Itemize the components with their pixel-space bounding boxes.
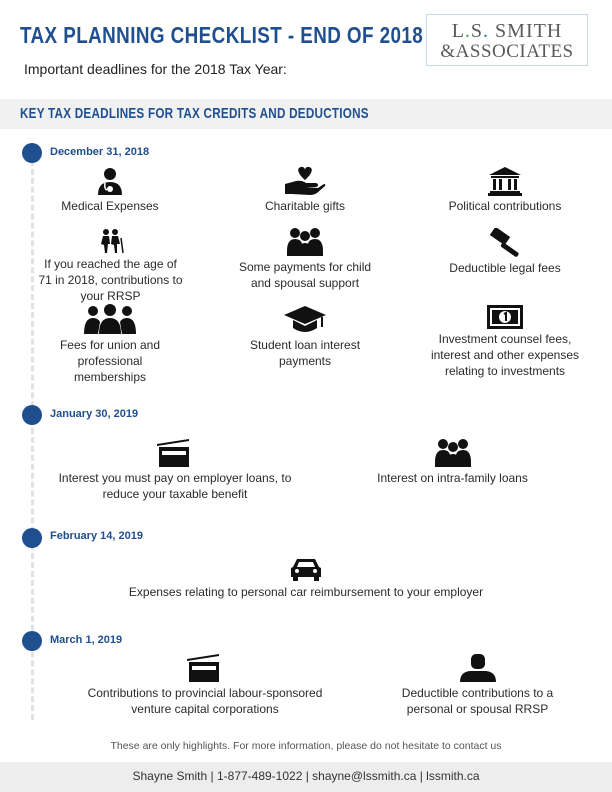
- item-text: Student loan interest payments: [249, 338, 361, 368]
- company-logo: [426, 14, 588, 66]
- item-text: Contributions to provincial labour-sponsored venture capital corporations: [87, 686, 323, 716]
- deadline-item: [430, 305, 580, 379]
- graduation-cap-icon: [283, 305, 327, 335]
- factory-icon: [185, 653, 225, 683]
- item-text: Deductible contributions to a personal or spousal RRSP: [401, 686, 554, 716]
- section-title: KEY TAX DEADLINES FOR TAX CREDITS AND DEDUCTIONS: [20, 105, 369, 122]
- deadline-item: [38, 228, 183, 304]
- deadline-item: [360, 438, 545, 486]
- deadline-date: December 31, 2018: [50, 146, 150, 158]
- contact-info: Shayne Smith | 1-877-489-1022 | shayne@lssmith.ca | lssmith.ca: [132, 769, 480, 783]
- deadline-date: January 30, 2019: [50, 408, 139, 420]
- doctor-icon: [95, 166, 125, 196]
- item-text: Expenses relating to personal car reimbursement to your employer: [128, 585, 484, 599]
- item-text: Medical Expenses: [61, 199, 159, 213]
- logo-line-2: &ASSOCIATES: [440, 41, 574, 62]
- deadline-item: [100, 556, 512, 600]
- deadline-item: [235, 305, 375, 369]
- timeline-dot: [22, 143, 42, 163]
- hand-heart-icon: [284, 166, 326, 196]
- timeline-dot: [22, 528, 42, 548]
- page-title: TAX PLANNING CHECKLIST - END OF 2018: [20, 22, 424, 48]
- item-text: Some payments for child and spousal support: [238, 260, 372, 290]
- family-icon: [286, 227, 324, 257]
- deadline-item: [70, 653, 340, 717]
- section-header: [0, 99, 612, 129]
- item-text: If you reached the age of 71 in 2018, contributions to your RRSP: [38, 257, 183, 303]
- elderly-couple-icon: [98, 228, 124, 254]
- deadline-item: [230, 227, 380, 291]
- deadline-item: [50, 438, 300, 502]
- footer-bar: [0, 762, 612, 792]
- deadline-item: [430, 166, 580, 214]
- deadline-item: [40, 303, 180, 385]
- logo-line-1: L.S. SMITH: [451, 20, 563, 42]
- banknote-icon: [487, 305, 523, 329]
- gavel-icon: [486, 228, 524, 258]
- item-text: Interest you must pay on employer loans, to reduce your taxable benefit: [58, 471, 292, 501]
- deadline-item: [430, 228, 580, 276]
- item-text: Deductible legal fees: [449, 261, 561, 275]
- government-building-icon: [488, 166, 522, 196]
- timeline-dot: [22, 405, 42, 425]
- item-text: Investment counsel fees, interest and other expenses relating to investments: [430, 332, 580, 378]
- page-subtitle: Important deadlines for the 2018 Tax Year:: [24, 61, 287, 77]
- item-text: Charitable gifts: [264, 199, 346, 213]
- deadline-item: [40, 166, 180, 214]
- factory-icon: [155, 438, 195, 468]
- item-text: Interest on intra-family loans: [377, 471, 528, 485]
- family-icon: [434, 438, 472, 468]
- car-icon: [290, 556, 322, 582]
- group-icon: [83, 303, 137, 335]
- deadline-item: [235, 166, 375, 214]
- item-text: Political contributions: [448, 199, 562, 213]
- footer-note: These are only highlights. For more information, please do not hesitate to contact us: [110, 740, 502, 752]
- deadline-item: [385, 653, 570, 717]
- user-icon: [458, 653, 498, 683]
- timeline-dot: [22, 631, 42, 651]
- item-text: Fees for union and professional memberships: [59, 338, 161, 384]
- deadline-date: March 1, 2019: [50, 634, 123, 646]
- deadline-date: February 14, 2019: [50, 530, 143, 542]
